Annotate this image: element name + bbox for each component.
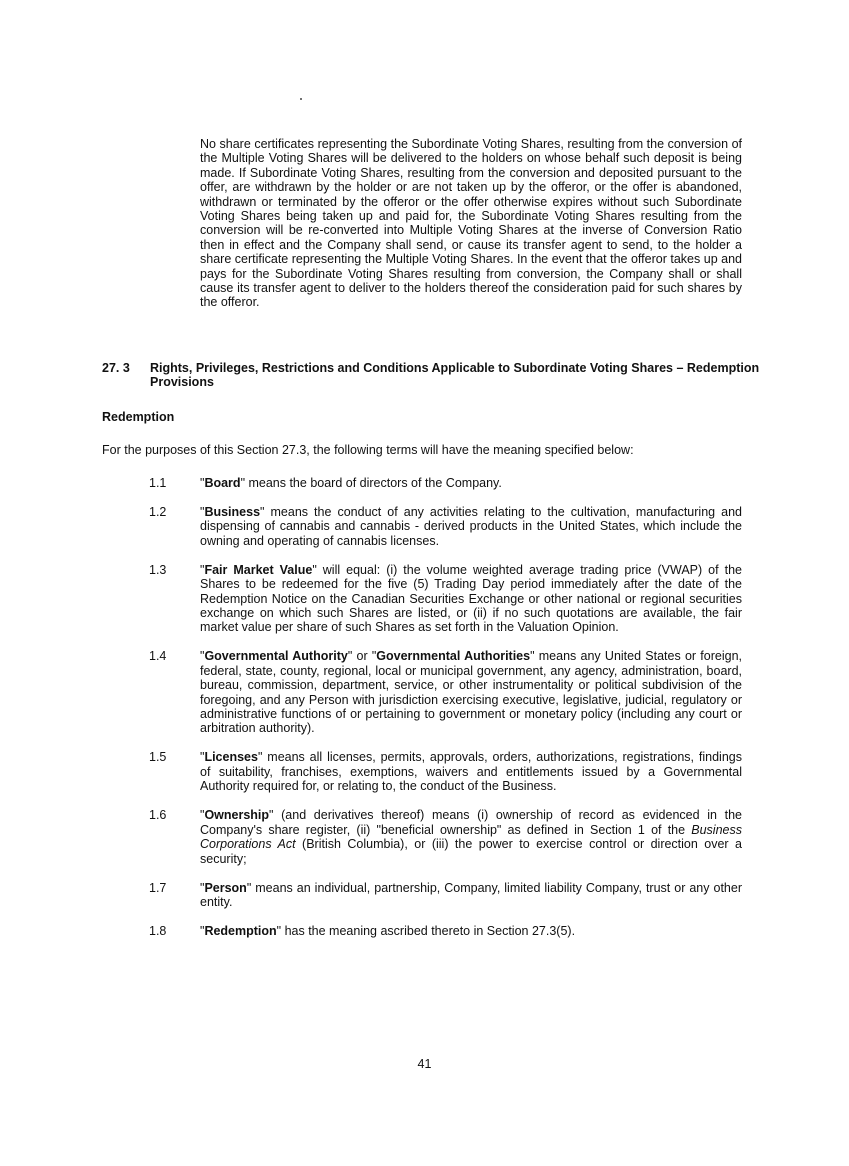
intro-paragraph: No share certificates representing the Subordinate Voting Shares, resulting from the conversion of the Multiple Voting Shares will be delivered to the holders on whose behalf such deposit is being made. If Subordinate Voting Shares, resulting from the conversion and deposited pursuant to the offer, are withdrawn by the holder or are not taken up by the offeror, or the offer is abandoned, withdrawn or terminated by the offeror or the offer otherwise expires without such Subordinate Voting Shares being taken up and paid for, the Subordinate Voting Shares resulting from the conversion will be re-converted into Multiple Voting Shares at the inverse of Conversion Ratio then in effect and the Company shall send, or cause its transfer agent to send, to the holder a share certificate representing the Multiple Voting Shares. In the event that the offeror takes up and pays for the Subordinate Voting Shares resulting from conversion, the Company shall or shall cause its transfer agent to deliver to the holders thereof the consideration paid for such shares by the offeror. [200,137,742,310]
definition-item [149,924,742,938]
definition-number: 1.2 [149,505,167,519]
definition-number: 1.8 [149,923,167,938]
definition-text: "Ownership" (and derivatives thereof) means (i) ownership of record as evidenced in the Company's share register, (ii) "beneficial ownership" as defined in Section 1 of the Business Corporations Act (British Columbia), or (iii) the power to exercise control or direction over a security; [200,808,742,866]
defined-term: Redemption [204,923,277,938]
defined-term: Fair Market Value [204,562,313,577]
defined-term: Governmental Authority [204,649,348,664]
subheading-redemption: Redemption [102,410,175,424]
definition-text: "Licenses" means all licenses, permits, approvals, orders, authorizations, registrations, findings of suitability, franchises, exemptions, waivers and entitlements issued by a Governmental Authority required for, or relating to, the conduct of the Business. [200,750,742,794]
stray-mark [300,98,302,100]
definition-item [149,750,742,793]
definition-number: 1.1 [149,476,167,490]
defined-term: Ownership [204,808,270,823]
act-title: Business Corporations Act [200,822,742,852]
definition-item [149,505,742,548]
definition-number: 1.5 [149,750,167,765]
section-number: 27. 3 [102,361,130,375]
definition-text: "Business" means the conduct of any activities relating to the cultivation, manufacturing and dispensing of cannabis and cannabis - derived products in the United States, which include the owning and operating of cannabis licenses. [200,505,742,548]
section-heading [102,361,762,390]
page-number: 41 [417,1057,432,1071]
definitions-list [149,476,742,953]
purposes-line: For the purposes of this Section 27.3, the following terms will have the meaning specified below: [102,443,634,457]
definition-text: "Board" means the board of directors of the Company. [200,476,502,490]
definition-item [149,881,742,910]
definition-item [149,808,742,866]
definition-text: "Governmental Authority" or "Governmental Authorities" means any United States or foreign, federal, state, county, regional, local or municipal government, any agency, administration, board, bureau, commission, department, service, or other instrumentality or political subdivision of the foregoing, and any Person with jurisdiction exercising executive, legislative, judicial, regulatory or administrative functions of or pertaining to government or monetary policy (including any court or arbitration authority). [200,649,743,736]
definition-number: 1.4 [149,649,167,664]
definition-item [149,649,742,735]
definition-number: 1.7 [149,880,167,895]
defined-term: Board [204,476,241,490]
defined-term: Business [204,505,261,519]
defined-term: Licenses [204,750,258,765]
definition-item [149,563,742,635]
defined-term: Governmental Authorities [376,649,531,664]
definition-text: "Person" means an individual, partnership, Company, limited liability Company, trust or any other entity. [200,880,742,909]
definition-item [149,476,742,490]
section-title: Rights, Privileges, Restrictions and Conditions Applicable to Subordinate Voting Shares – Redemption Provisions [150,361,760,390]
definition-text: "Fair Market Value" will equal: (i) the volume weighted average trading price (VWAP) of the Shares to be redeemed for the five (5) Trading Day period immediately after the date of the Redemption Notice on the Canadian Securities Exchange or other national or regional securities exchange on which such Shares are listed, or (ii) if no such quotations are available, the fair market value per share of such Shares as set forth in the Valuation Opinion. [200,562,742,635]
definition-text: "Redemption" has the meaning ascribed thereto in Section 27.3(5). [200,923,576,938]
defined-term: Person [204,880,247,895]
definition-number: 1.6 [149,808,167,823]
definition-number: 1.3 [149,562,167,577]
